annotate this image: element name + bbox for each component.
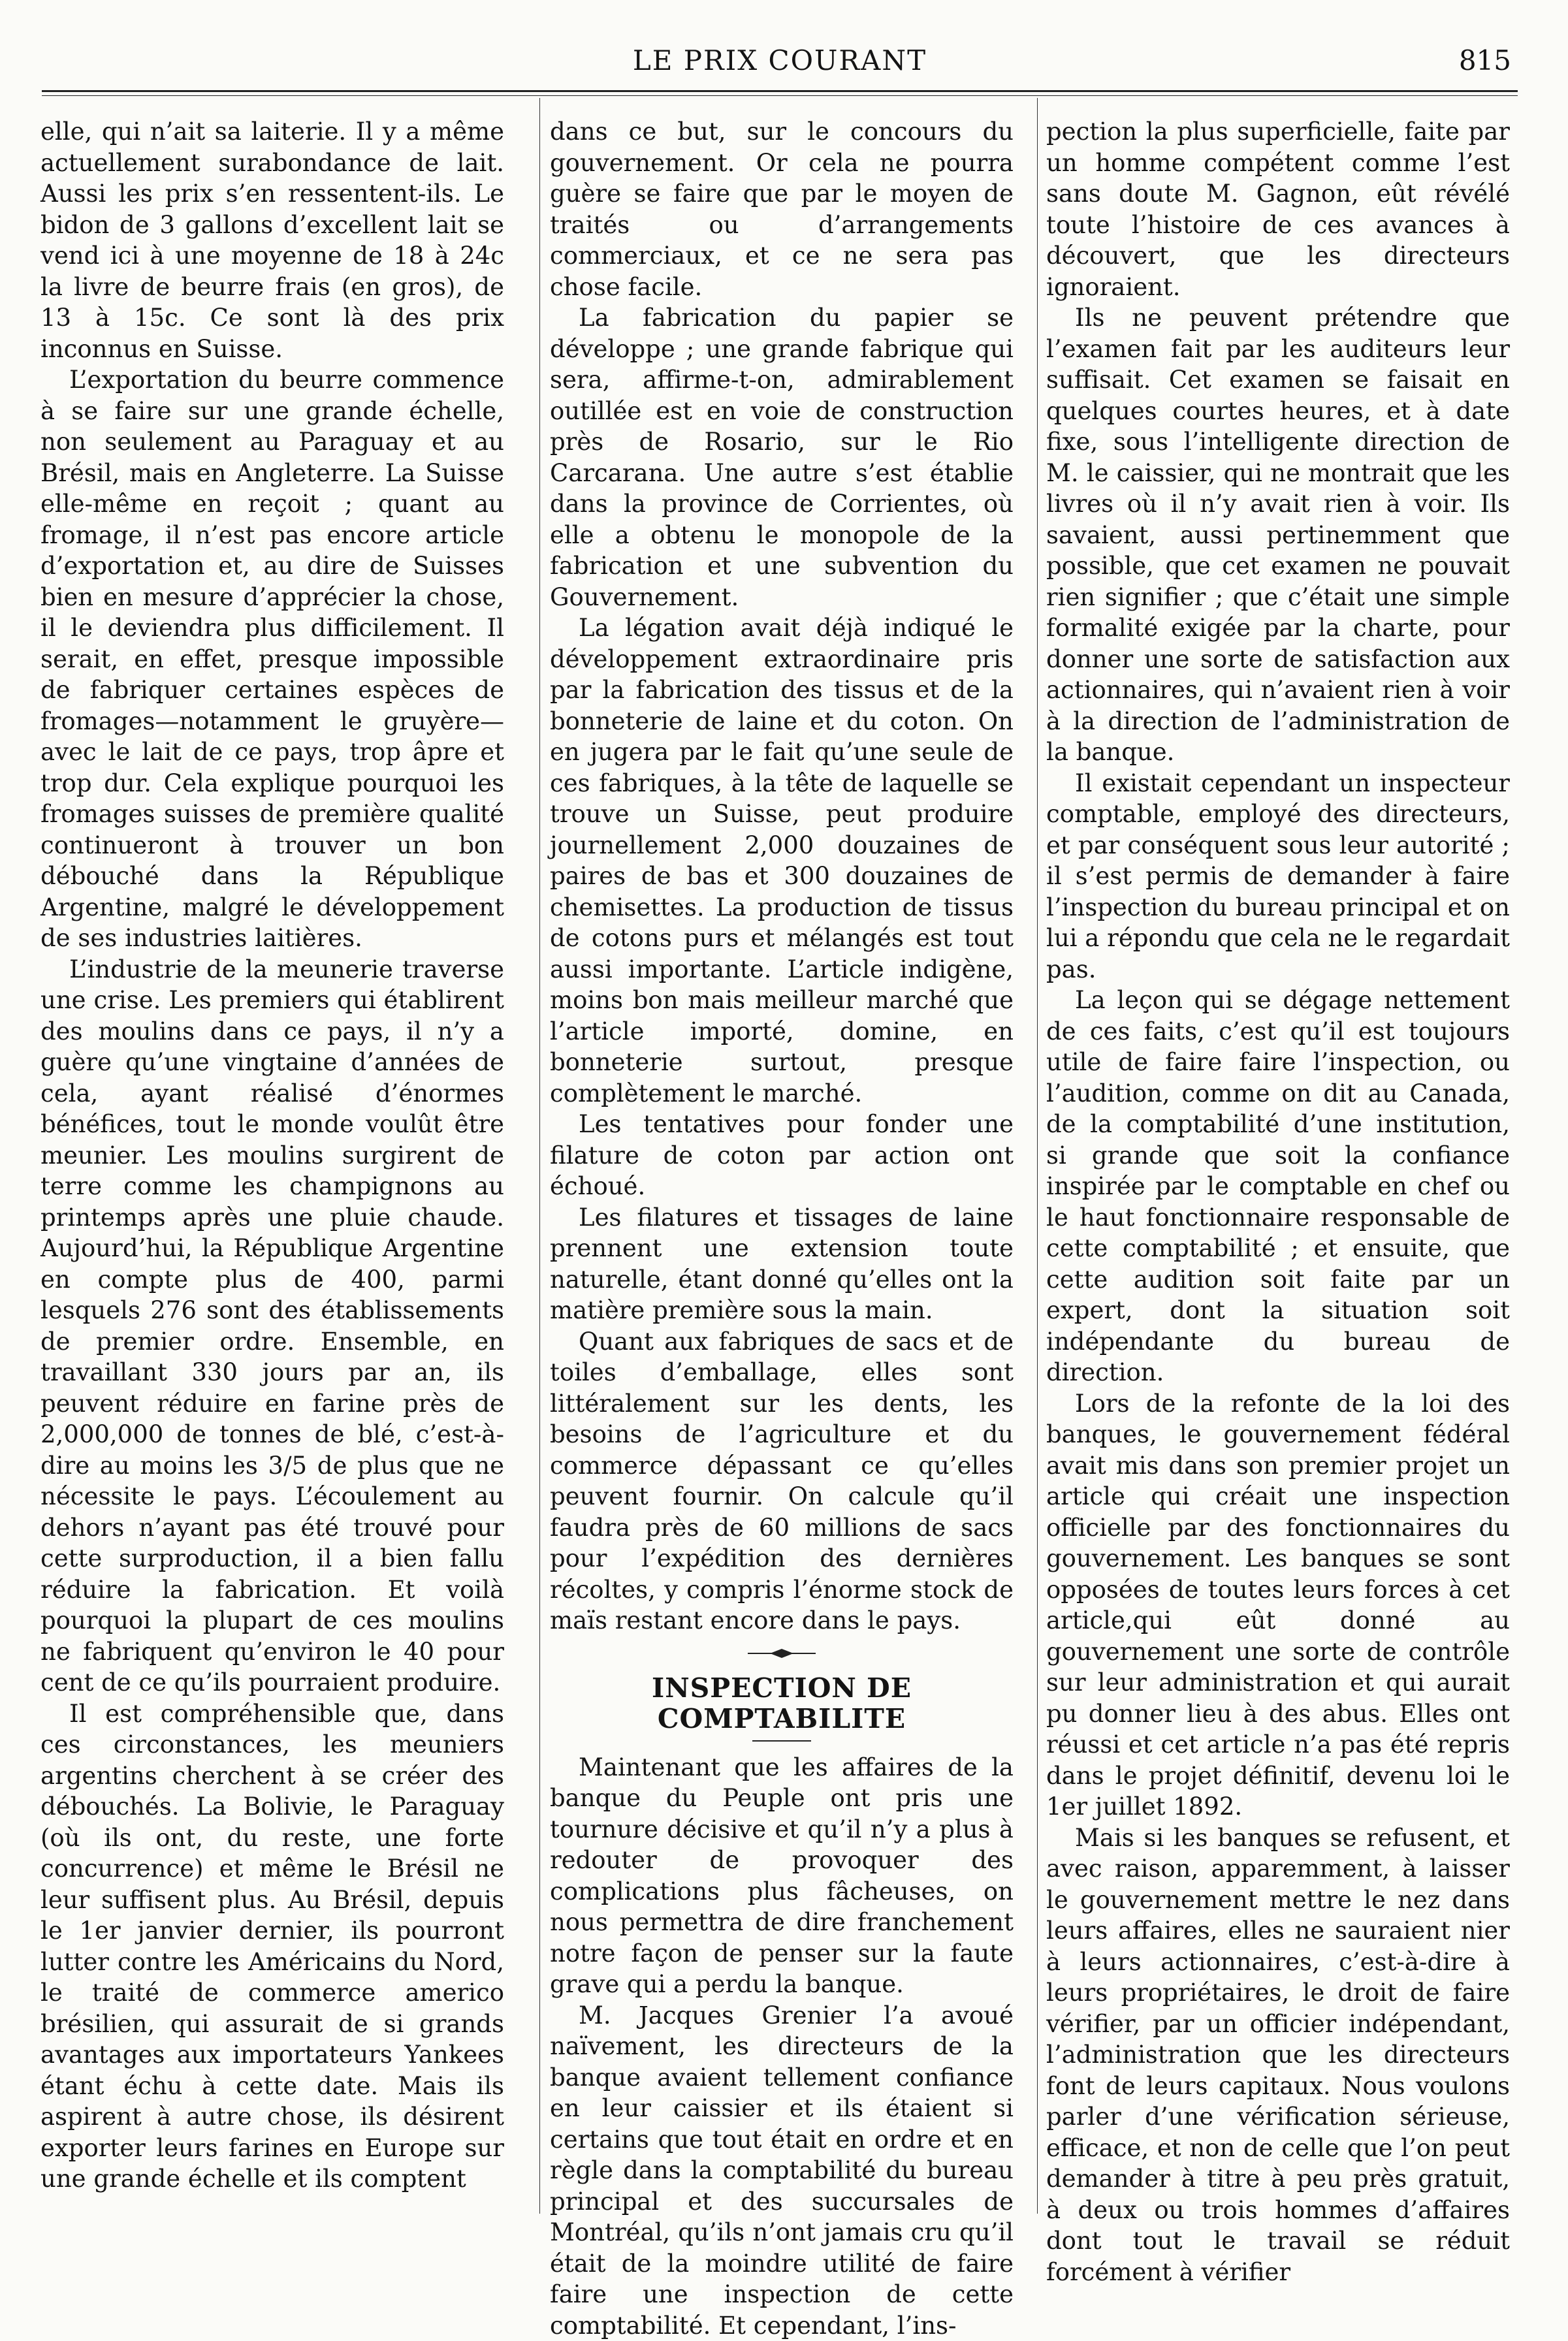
paragraph: Les filatures et tissages de laine prennent une extension toute naturelle, étant donné qu’elles ont la matière première sous la main. [550, 1202, 1014, 1326]
paragraph: M. Jacques Grenier l’a avoué naïvement, les directeurs de la banque avaient tellement confiance en leur caissier et ils étaient si certains que tout était en ordre et en règle dans la comptabilité du bureau principal et des succursales de Montréal, qu’ils n’ont jamais cru qu’il était de la moindre utilité de faire faire une inspection de cette comptabilité. Et cependant, l’ins- [550, 2000, 1014, 2341]
column-divider [1037, 98, 1038, 2214]
paragraph: Il est compréhensible que, dans ces circonstances, les meuniers argentins cherchent à se créer des débouchés. La Bolivie, le Paraguay (où ils ont, du reste, une forte concurrence) et même le Brésil ne leur suffisent plus. Au Brésil, depuis le 1er janvier dernier, ils pourront lutter contre les Américains du Nord, le traité de commerce americo brésilien, qui assurait de si grands avantages aux importateurs Yankees étant échu à cette date. Mais ils aspirent à autre chose, ils désirent exporter leurs farines en Europe sur une grande échelle et ils comptent [40, 1698, 504, 2195]
running-title: LE PRIX COURANT [42, 44, 1518, 76]
paragraph: L’industrie de la meunerie traverse une crise. Les premiers qui établirent des moulins dans ce pays, il n’y a guère qu’une vingtaine d’années de cela, ayant réalisé d’énormes bénéfices, tout le monde voulût être meunier. Les moulins surgirent de terre comme les champignons au printemps après une pluie chaude. Aujourd’hui, la République Argentine en compte plus de 400, parmi lesquels 276 sont des établissements de premier ordre. Ensemble, en travaillant 330 jours par an, ils peuvent réduire en farine près de 2,000,000 de tonnes de blé, c’est-à-dire au moins les 3/5 de plus que ne nécessite le pays. L’écoulement au dehors n’ayant pas été trouvé pour cette surproduction, il a bien fallu réduire la fabrication. Et voilà pourquoi la plupart de ces moulins ne fabriquent qu’environ le 40 pour cent de ce qu’ils pourraient produire. [40, 954, 504, 1698]
header-rule-thick [42, 90, 1518, 92]
section-title: INSPECTION DE COMPTABILITE [550, 1673, 1014, 1735]
paragraph: La fabrication du papier se développe ; une grande fabrique qui sera, affirme-t-on, admirablement outillée est en voie de construction près de Rosario, sur le Rio Carcarana. Une autre s’est établie dans la province de Corrientes, où elle a obtenu le monopole de la fabrication et une subvention du Gouvernement. [550, 302, 1014, 613]
paragraph: La légation avait déjà indiqué le développement extraordinaire pris par la fabrication des tissus et de la bonneterie de laine et du coton. On en jugera par le fait qu’une seule de ces fabriques, à la tête de laquelle se trouve un Suisse, peut produire journellement 2,000 douzaines de paires de bas et 300 douzaines de chemisettes. La production de tissus de cotons purs et mélangés est tout aussi importante. L’article indigène, moins bon mais meilleur marché que l’article importé, domine, en bonneterie surtout, presque complètement le marché. [550, 613, 1014, 1109]
section-ornament [550, 1640, 1014, 1666]
paragraph: Il existait cependant un inspecteur comptable, employé des directeurs, et par conséquent sous leur autorité ; il s’est permis de demander à faire l’inspection du bureau principal et on lui a répondu que cela ne le regardait pas. [1046, 768, 1510, 985]
paragraph: La leçon qui se dégage nettement de ces faits, c’est qu’il est toujours utile de faire faire l’inspection, ou l’audition, comme on dit au Canada, de la comptabilité d’une institution, si grande que soit la confiance inspirée par le comptable en chef ou le haut fonctionnaire responsable de cette comptabilité ; et ensuite, que cette audition soit faite par un expert, dont la situation soit indépendante du bureau de direction. [1046, 985, 1510, 1388]
paragraph: Mais si les banques se refusent, et avec raison, apparemment, à laisser le gouvernement mettre le nez dans leurs affaires, elles ne sauraient nier à leurs actionnaires, c’est-à-dire à leurs propriétaires, le droit de faire vérifier, par un officier indépendant, l’administration que les directeurs font de leurs capitaux. Nous voulons parler d’une vérification sérieuse, efficace, et non de celle que l’on peut demander à titre à peu près gratuit, à deux ou trois hommes d’affaires dont tout le travail se réduit forcément à vérifier [1046, 1823, 1510, 2288]
paragraph: Maintenant que les affaires de la banque du Peuple ont pris une tournure décisive et qu’il n’y a plus à redouter de provoquer des complications plus fâcheuses, on nous permettra de dire franchement notre façon de penser sur la faute grave qui a perdu la banque. [550, 1752, 1014, 2000]
paragraph: Ils ne peuvent prétendre que l’examen fait par les auditeurs leur suffisait. Cet examen se faisait en quelques courtes heures, et à date fixe, sous l’intelligente direction de M. le caissier, qui ne montrait que les livres où il n’y avait rien à voir. Ils savaient, aussi pertinemment que possible, que cet examen ne pouvait rien signifier ; que c’était une simple formalité exigée par la charte, pour donner une sorte de satisfaction aux actionnaires, qui n’avaient rien à voir à la direction de l’administration de la banque. [1046, 302, 1510, 768]
page-header [42, 39, 1518, 91]
ornament-icon [743, 1640, 821, 1666]
paragraph: dans ce but, sur le concours du gouvernement. Or cela ne pourra guère se faire que par le moyen de traités ou d’arrangements commerciaux, et ce ne sera pas chose facile. [550, 116, 1014, 302]
paragraph: pection la plus superficielle, faite par un homme compétent comme l’est sans doute M. Gagnon, eût révélé toute l’histoire de ces avances à découvert, que les directeurs ignoraient. [1046, 116, 1510, 302]
paragraph: Quant aux fabriques de sacs et de toiles d’emballage, elles sont littéralement sur les dents, les besoins de l’agriculture et du commerce dépassant ce qu’elles peuvent fournir. On calcule qu’il faudra près de 60 millions de sacs pour l’expédition des dernières récoltes, y compris l’énorme stock de maïs restant encore dans le pays. [550, 1326, 1014, 1636]
title-underline [752, 1740, 811, 1742]
page-number: 815 [1459, 44, 1511, 76]
paragraph: elle, qui n’ait sa laiterie. Il y a même actuellement surabondance de lait. Aussi les prix s’en ressentent-ils. Le bidon de 3 gallons d’excellent lait se vend ici à une moyenne de 18 à 24c la livre de beurre frais (en gros), de 13 à 15c. Ce sont là des prix inconnus en Suisse. [40, 116, 504, 364]
text-column-1 [40, 116, 504, 2195]
paragraph: L’exportation du beurre commence à se faire sur une grande échelle, non seulement au Paraguay et au Brésil, mais en Angleterre. La Suisse elle-même en reçoit ; quant au fromage, il n’est pas encore article d’exportation et, au dire de Suisses bien en mesure d’apprécier la chose, il le deviendra plus difficilement. Il serait, en effet, presque impossible de fabriquer certaines espèces de fromages—notamment le gruyère—avec le lait de ce pays, trop âpre et trop dur. Cela explique pourquoi les fromages suisses de première qualité continueront à trouver un bon débouché dans la République Argentine, malgré le développement de ses industries laitières. [40, 364, 504, 954]
column-divider [539, 98, 540, 2214]
text-column-3 [1046, 116, 1510, 2287]
header-rule-thin [42, 95, 1518, 96]
paragraph: Lors de la refonte de la loi des banques, le gouvernement fédéral avait mis dans son premier projet un article qui créait une inspection officielle par des fonctionnaires du gouvernement. Les banques se sont opposées de toutes leurs forces à cet article,qui eût donné au gouvernement une sorte de contrôle sur leur administration et qui aurait pu donner lieu à des abus. Elles ont réussi et cet article n’a pas été repris dans le projet définitif, devenu loi le 1er juillet 1892. [1046, 1388, 1510, 1823]
text-column-2 [550, 116, 1014, 2341]
paragraph: Les tentatives pour fonder une filature de coton par action ont échoué. [550, 1109, 1014, 1202]
